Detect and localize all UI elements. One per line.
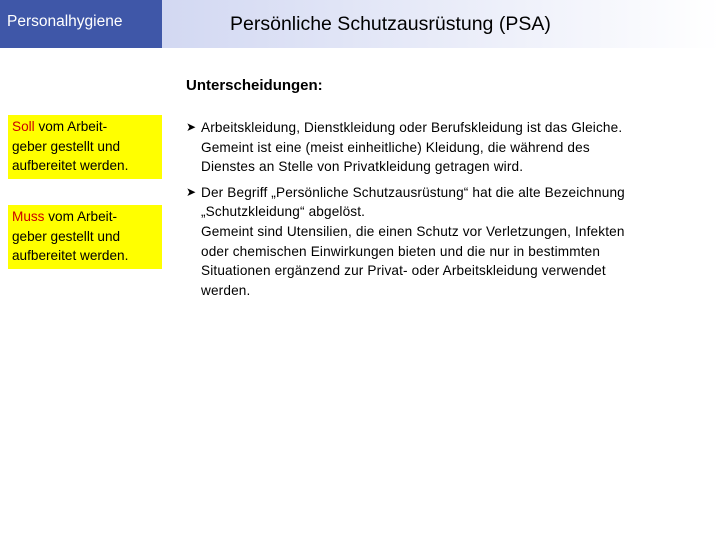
note-line <box>12 207 162 227</box>
subheading: Unterscheidungen: <box>186 77 323 94</box>
bullet-line: Dienstes an Stelle von Privatkleidung getragen wird. <box>201 159 524 175</box>
arrow-right-icon: ➤ <box>186 184 197 199</box>
note-line: geber gestellt und <box>12 138 121 154</box>
bullet-line: Der Begriff „Persönliche Schutzausrüstung“ hat die alte Bezeichnung <box>201 184 625 200</box>
section-tab-label: Personalhygiene <box>7 13 123 30</box>
note-line: aufbereitet werden. <box>12 248 129 263</box>
note-line <box>12 117 162 137</box>
bullet-line: Arbeitskleidung, Dienstkleidung oder Berufskleidung ist das Gleiche. <box>201 120 623 135</box>
bullet-line: werden. <box>201 282 251 298</box>
bullet-item <box>186 118 701 177</box>
bullet-line: „Schutzkleidung“ abgelöst. <box>201 204 366 220</box>
bullet-line: Situationen ergänzend zur Privat- oder Arbeitskleidung verwendet <box>201 263 606 279</box>
note-muss <box>8 205 162 269</box>
bullet-line: oder chemischen Einwirkungen bieten und die nur in bestimmten <box>201 243 601 259</box>
section-tab <box>0 0 162 48</box>
note-line: aufbereitet werden. <box>12 158 129 173</box>
bullet-list <box>186 118 701 306</box>
note-text: vom Arbeit- <box>44 209 118 224</box>
bullet-line: Gemeint ist eine (meist einheitliche) Kleidung, die während des <box>201 139 590 155</box>
note-keyword: Soll <box>12 119 35 134</box>
bullet-item <box>186 183 701 301</box>
page-title: Persönliche Schutzausrüstung (PSA) <box>230 13 551 35</box>
note-text: vom Arbeit- <box>34 119 108 134</box>
note-keyword: Muss <box>12 209 45 224</box>
note-line: geber gestellt und <box>12 228 121 244</box>
arrow-right-icon: ➤ <box>186 120 197 134</box>
bullet-line: Gemeint sind Utensilien, die einen Schutz vor Verletzungen, Infekten <box>201 223 625 239</box>
note-soll <box>8 115 162 179</box>
title-bar <box>162 0 720 48</box>
